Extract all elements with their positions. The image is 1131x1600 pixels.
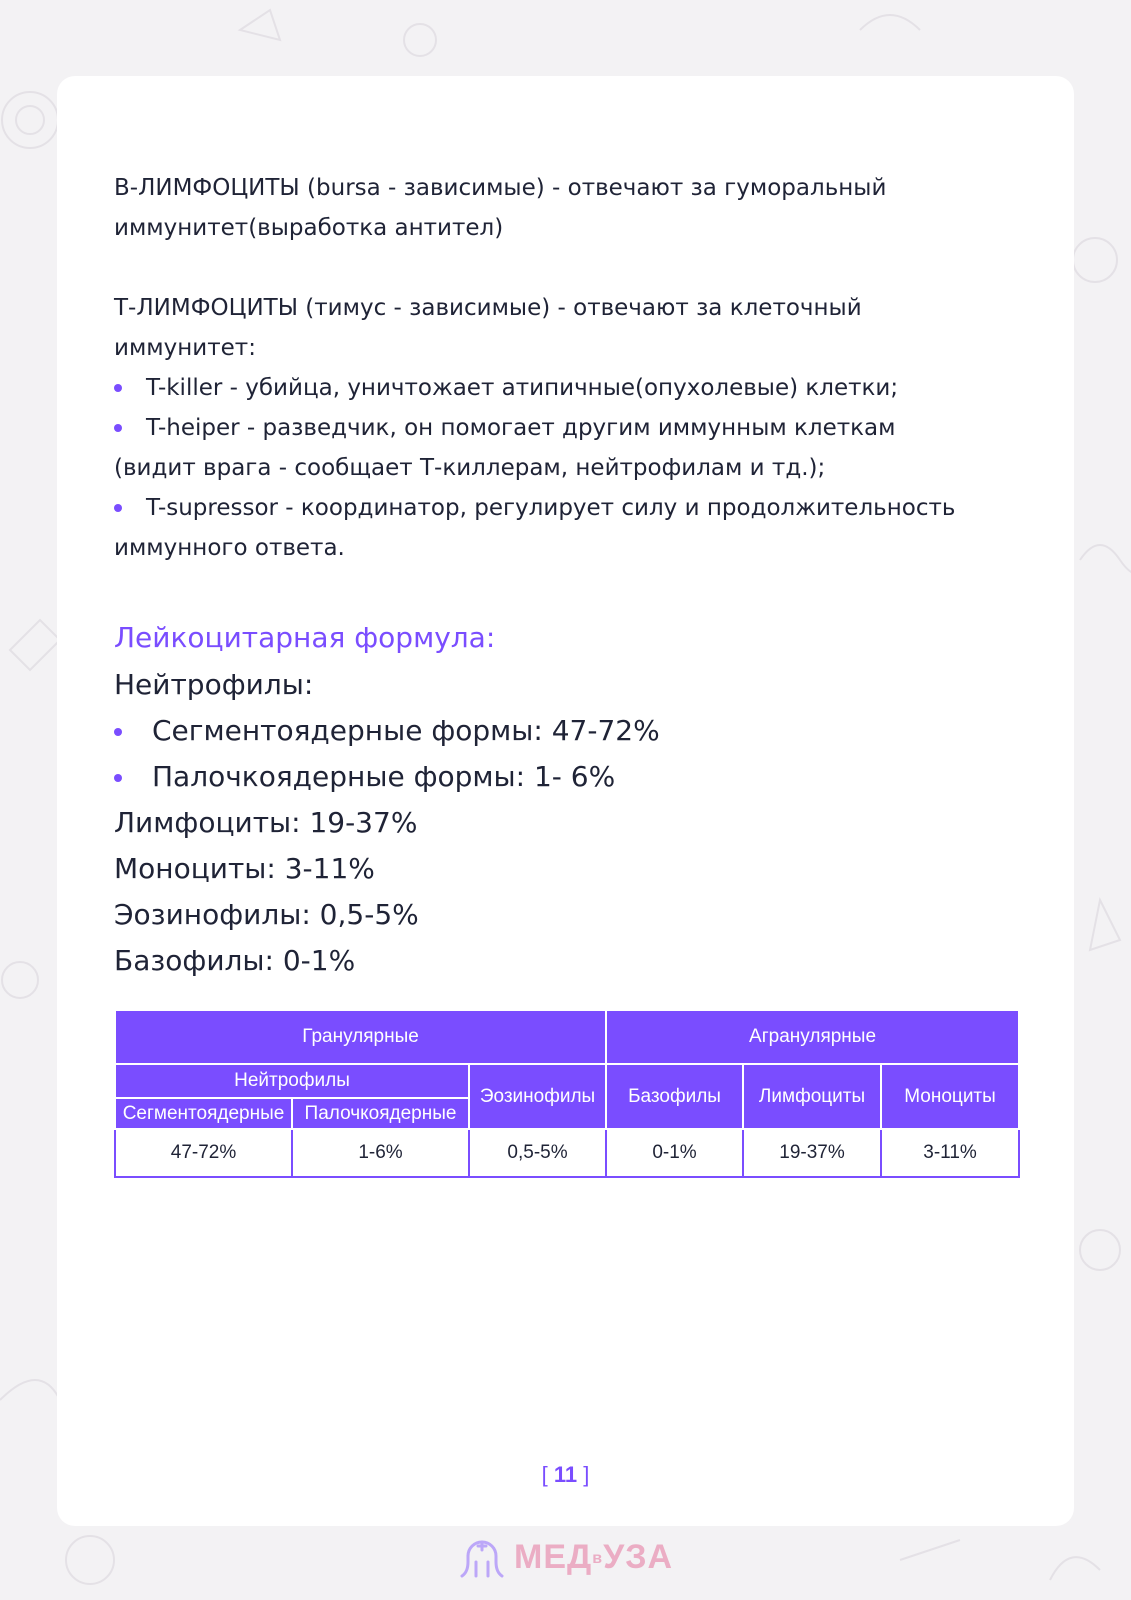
neutrophils-header: Нейтрофилы	[115, 1064, 469, 1098]
section-title: Лейкоцитарная формула:	[114, 621, 496, 654]
neutrophil-forms-list	[114, 708, 1014, 800]
logo-text: МЕДвУЗА	[514, 1537, 674, 1576]
t-helper-continuation: (видит врага - сообщает Т-киллерам, нейтрофилам и тд.);	[114, 455, 826, 481]
neutrophils-heading: Нейтрофилы:	[114, 668, 314, 701]
page-number: [ 11 ]	[541, 1462, 590, 1487]
monocytes-value: 3-11%	[881, 1129, 1019, 1177]
basophils-line: Базофилы: 0-1%	[114, 944, 356, 977]
t-lymphocytes-line2: иммунитет:	[114, 335, 256, 361]
t-cell-list	[114, 368, 1014, 448]
segment-header: Сегментоядерные	[115, 1098, 292, 1129]
b-lymphocytes-line1: В-ЛИМФОЦИТЫ (bursa - зависимые) - отвечают за гуморальный	[114, 175, 887, 201]
octopus-icon	[460, 1534, 504, 1580]
bullet-icon	[114, 424, 122, 432]
bullet-icon	[114, 728, 122, 736]
table-row	[115, 1129, 1019, 1177]
bullet-icon	[114, 384, 122, 392]
list-item: Сегментоядерные формы: 47-72%	[114, 708, 1014, 754]
eosinophils-line: Эозинофилы: 0,5-5%	[114, 898, 419, 931]
lymphocytes-header: Лимфоциты	[743, 1064, 881, 1129]
t-suppressor-continuation: иммунного ответа.	[114, 535, 345, 561]
basophils-value: 0-1%	[606, 1129, 743, 1177]
list-item: T-heiper - разведчик, он помогает другим иммунным клеткам	[114, 408, 1014, 448]
monocytes-line: Моноциты: 3-11%	[114, 852, 375, 885]
leukocyte-table	[114, 1011, 1020, 1178]
eosinophils-header: Эозинофилы	[469, 1064, 606, 1129]
page-content	[114, 168, 1014, 984]
bullet-icon	[114, 504, 122, 512]
b-lymphocytes-line2: иммунитет(выработка антител)	[114, 215, 504, 241]
lymphocytes-value: 19-37%	[743, 1129, 881, 1177]
agranular-header: Агранулярные	[606, 1011, 1019, 1064]
brand-logo	[460, 1532, 680, 1582]
lymphocytes-line: Лимфоциты: 19-37%	[114, 806, 418, 839]
granular-header: Гранулярные	[115, 1011, 606, 1064]
bullet-icon	[114, 774, 122, 782]
rod-value: 1-6%	[292, 1129, 469, 1177]
basophils-header: Базофилы	[606, 1064, 743, 1129]
segment-value: 47-72%	[115, 1129, 292, 1177]
eosinophils-value: 0,5-5%	[469, 1129, 606, 1177]
list-item: T-supressor - координатор, регулирует силу и продолжительность	[114, 488, 1014, 528]
t-lymphocytes-line1: Т-ЛИМФОЦИТЫ (тимус - зависимые) - отвечают за клеточный	[114, 295, 862, 321]
t-cell-list-2	[114, 488, 1014, 528]
list-item: Палочкоядерные формы: 1- 6%	[114, 754, 1014, 800]
list-item: T-killer - убийца, уничтожает атипичные(опухолевые) клетки;	[114, 368, 1014, 408]
monocytes-header: Моноциты	[881, 1064, 1019, 1129]
rod-header: Палочкоядерные	[292, 1098, 469, 1129]
